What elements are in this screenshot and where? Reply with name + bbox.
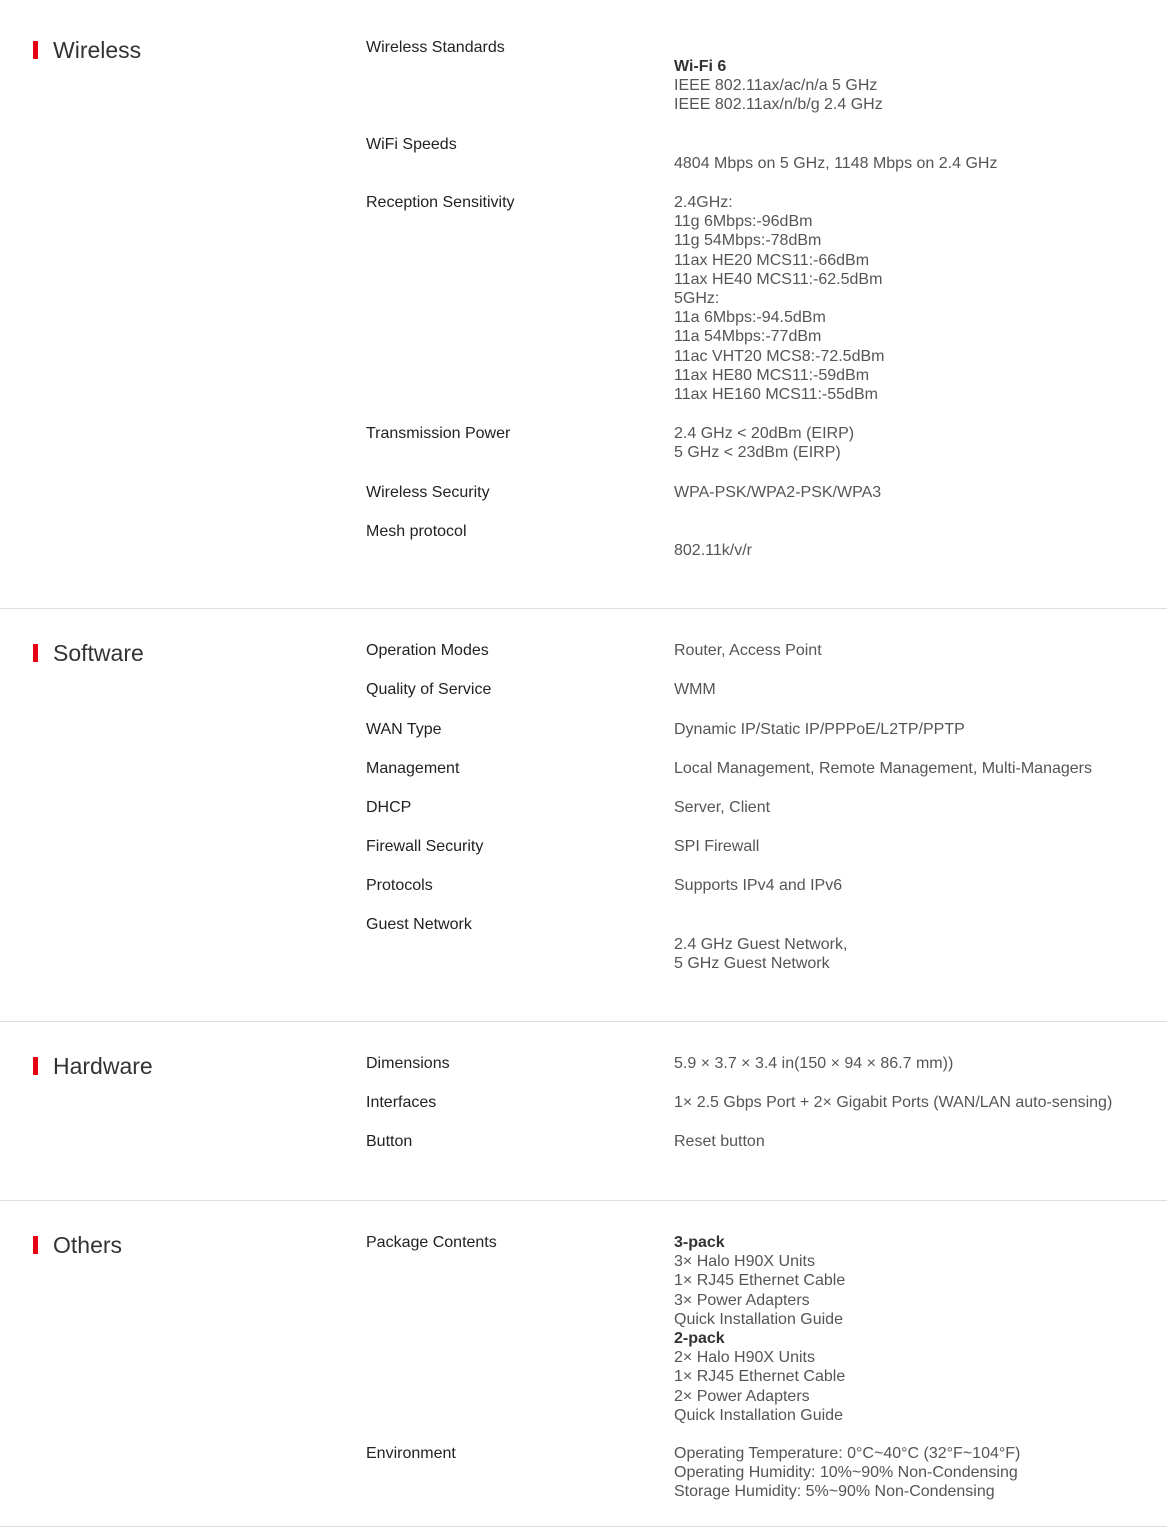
spec-value-line: 4804 Mbps on 5 GHz, 1148 Mbps on 2.4 GHz <box>674 155 998 172</box>
spec-value-line: 5 GHz < 23dBm (EIRP) <box>674 444 841 462</box>
spec-value <box>674 1054 953 1073</box>
spec-label: WiFi Speeds <box>366 136 457 153</box>
spec-value <box>674 680 716 699</box>
spec-label: Package Contents <box>366 1234 497 1251</box>
spec-value-line: 5GHz: <box>674 290 720 308</box>
spec-value-line: 1× 2.5 Gbps Port + 2× Gigabit Ports (WAN/LAN auto-sensing) <box>674 1094 1113 1111</box>
software-section <box>0 609 1167 1022</box>
spec-value <box>674 57 883 115</box>
spec-label: Operation Modes <box>366 642 489 659</box>
spec-value-line: WMM <box>674 681 716 698</box>
spec-value-line: 5 GHz Guest Network <box>674 955 830 973</box>
section-title-text: Wireless <box>53 37 142 63</box>
spec-value-line: 11ax HE20 MCS11:-66dBm <box>674 251 870 269</box>
spec-value <box>674 193 884 404</box>
spec-value <box>674 759 1092 778</box>
spec-label: Management <box>366 760 460 777</box>
spec-value <box>674 798 770 817</box>
spec-value-line: 802.11k/v/r <box>674 542 752 559</box>
spec-label: Reception Sensitivity <box>366 194 515 211</box>
spec-value <box>674 1444 1020 1502</box>
spec-label: Wireless Security <box>366 484 490 501</box>
spec-value <box>674 720 965 739</box>
spec-label: Interfaces <box>366 1094 437 1111</box>
spec-value-line: 11a 54Mbps:-77dBm <box>674 328 822 346</box>
spec-value-line: 1× RJ45 Ethernet Cable <box>674 1368 846 1386</box>
spec-value-heading: 3-pack <box>674 1234 725 1251</box>
spec-value-line: 11g 6Mbps:-96dBm <box>674 213 813 231</box>
spec-value-line: 11ac VHT20 MCS8:-72.5dBm <box>674 347 885 365</box>
spec-value-line: 11a 6Mbps:-94.5dBm <box>674 309 826 327</box>
spec-value-line: 3× Halo H90X Units <box>674 1253 815 1271</box>
spec-label: Button <box>366 1133 413 1150</box>
spec-value <box>674 483 881 502</box>
section-title-text: Hardware <box>53 1053 153 1079</box>
spec-value <box>674 1132 765 1151</box>
wireless-section <box>0 0 1167 609</box>
spec-value <box>674 876 842 895</box>
section-title-text: Others <box>53 1232 123 1258</box>
section-title <box>33 1232 122 1258</box>
spec-value <box>674 541 752 560</box>
spec-value-line: 11ax HE80 MCS11:-59dBm <box>674 366 870 384</box>
spec-value <box>674 837 759 856</box>
spec-value-heading: Wi-Fi 6 <box>674 58 727 75</box>
spec-value-line: Local Management, Remote Management, Multi-Managers <box>674 760 1092 777</box>
section-marker <box>33 41 38 59</box>
spec-label: Mesh protocol <box>366 523 467 540</box>
spec-value <box>674 935 847 973</box>
spec-value <box>674 1093 1112 1112</box>
spec-label: DHCP <box>366 799 412 816</box>
spec-value-line: Storage Humidity: 5%~90% Non-Condensing <box>674 1483 995 1501</box>
section-marker <box>33 644 38 662</box>
others-section <box>0 1201 1167 1527</box>
spec-label: Guest Network <box>366 916 472 933</box>
spec-value-line: 2.4GHz: <box>674 194 733 211</box>
spec-label: Wireless Standards <box>366 39 505 56</box>
spec-value-line: Operating Humidity: 10%~90% Non-Condensing <box>674 1464 1018 1482</box>
section-title <box>33 1053 153 1079</box>
spec-value-line: 11ax HE160 MCS11:-55dBm <box>674 386 878 404</box>
spec-value-line: Dynamic IP/Static IP/PPPoE/L2TP/PPTP <box>674 721 965 738</box>
spec-label: WAN Type <box>366 721 442 738</box>
hardware-section <box>0 1022 1167 1201</box>
spec-label: Firewall Security <box>366 838 484 855</box>
spec-value-line: 1× RJ45 Ethernet Cable <box>674 1272 846 1290</box>
spec-value-line: Quick Installation Guide <box>674 1310 843 1328</box>
spec-value-line: Server, Client <box>674 799 771 816</box>
spec-value <box>674 154 997 173</box>
spec-value-line: IEEE 802.11ax/n/b/g 2.4 GHz <box>674 96 883 114</box>
spec-value-line: 2× Halo H90X Units <box>674 1349 815 1367</box>
spec-label: Protocols <box>366 877 433 894</box>
section-marker <box>33 1057 38 1075</box>
spec-label: Dimensions <box>366 1055 450 1072</box>
spec-label: Quality of Service <box>366 681 492 698</box>
spec-value-line: 2.4 GHz Guest Network, <box>674 936 848 953</box>
section-title <box>33 640 144 666</box>
spec-label: Transmission Power <box>366 425 511 442</box>
spec-value-line: Reset button <box>674 1133 765 1150</box>
spec-value-line: Operating Temperature: 0°C~40°C (32°F~104°F) <box>674 1445 1021 1462</box>
spec-value-heading: 2-pack <box>674 1330 725 1348</box>
spec-label: Environment <box>366 1445 456 1462</box>
spec-value-line: Supports IPv4 and IPv6 <box>674 877 843 894</box>
spec-value-line: Router, Access Point <box>674 642 822 659</box>
spec-value-line: 3× Power Adapters <box>674 1291 810 1309</box>
spec-value-line: SPI Firewall <box>674 838 760 855</box>
spec-value-line: Quick Installation Guide <box>674 1406 843 1424</box>
spec-value-line: IEEE 802.11ax/ac/n/a 5 GHz <box>674 77 878 95</box>
spec-value-line: 5.9 × 3.7 × 3.4 in(150 × 94 × 86.7 mm)) <box>674 1055 954 1072</box>
spec-value-line: 2.4 GHz < 20dBm (EIRP) <box>674 425 855 442</box>
spec-value <box>674 424 854 462</box>
spec-value-line: WPA-PSK/WPA2-PSK/WPA3 <box>674 484 882 501</box>
section-marker <box>33 1236 38 1254</box>
spec-value-line: 2× Power Adapters <box>674 1387 810 1405</box>
spec-value-line: 11ax HE40 MCS11:-62.5dBm <box>674 270 883 288</box>
section-title <box>33 37 141 63</box>
section-title-text: Software <box>53 640 144 666</box>
spec-value <box>674 1233 845 1425</box>
spec-value-line: 11g 54Mbps:-78dBm <box>674 232 822 250</box>
spec-value <box>674 641 822 660</box>
